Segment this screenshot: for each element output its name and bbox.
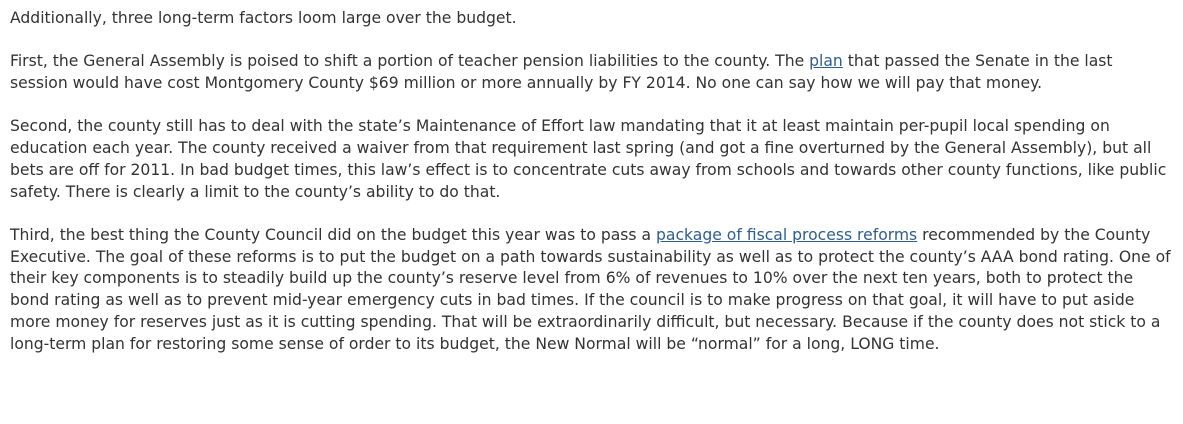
paragraph-fiscal-reforms-text-before: Third, the best thing the County Council did on the budget this year was to pass a xyxy=(10,225,657,244)
paragraph-pension-text-before: First, the General Assembly is poised to shift a portion of teacher pension liabilities to the county. The xyxy=(10,52,810,71)
paragraph-maintenance-of-effort: Second, the county still has to deal with the state’s Maintenance of Effort law mandating that it at least maintain per-pupil local spending on education each year. The county received a waiver from that requirement last spring (and got a fine overturned by the General Assembly), but all bets are off for 2011. In bad budget times, this law’s effect is to concentrate cuts away from schools and towards other county functions, like public safety. There is clearly a limit to the county’s ability to do that. xyxy=(10,117,1167,201)
plan-link[interactable]: plan xyxy=(809,52,843,71)
paragraph-fiscal-reforms-text-after: recommended by the County Executive. The goal of these reforms is to put the budget on a path towards sustainability as well as to protect the county’s AAA bond rating. One of their key components is to steadily build up the county’s reserve level from 6% of revenues to 10% over the next ten years, both to protect the bond rating as well as to prevent mid-year emergency cuts in bad times. If the council is to make progress on that goal, it will have to put aside more money for reserves just as it is cutting spending. That will be extraordinarily difficult, but necessary. Because if the county does not stick to a long-term plan for restoring some sense of order to its budget, the New Normal will be “normal” for a long, LONG time. xyxy=(10,225,1171,353)
paragraph-pension-text-after: that passed the Senate in the last session would have cost Montgomery County $69 million or more annually by FY 2014. No one can say how we will pay that money. xyxy=(10,52,1113,93)
paragraph-intro: Additionally, three long-term factors loom large over the budget. xyxy=(10,9,517,27)
paragraph-fiscal-reforms xyxy=(10,225,1173,355)
paragraph-pension xyxy=(10,51,1173,94)
fiscal-reforms-link[interactable]: package of fiscal process reforms xyxy=(656,225,918,244)
